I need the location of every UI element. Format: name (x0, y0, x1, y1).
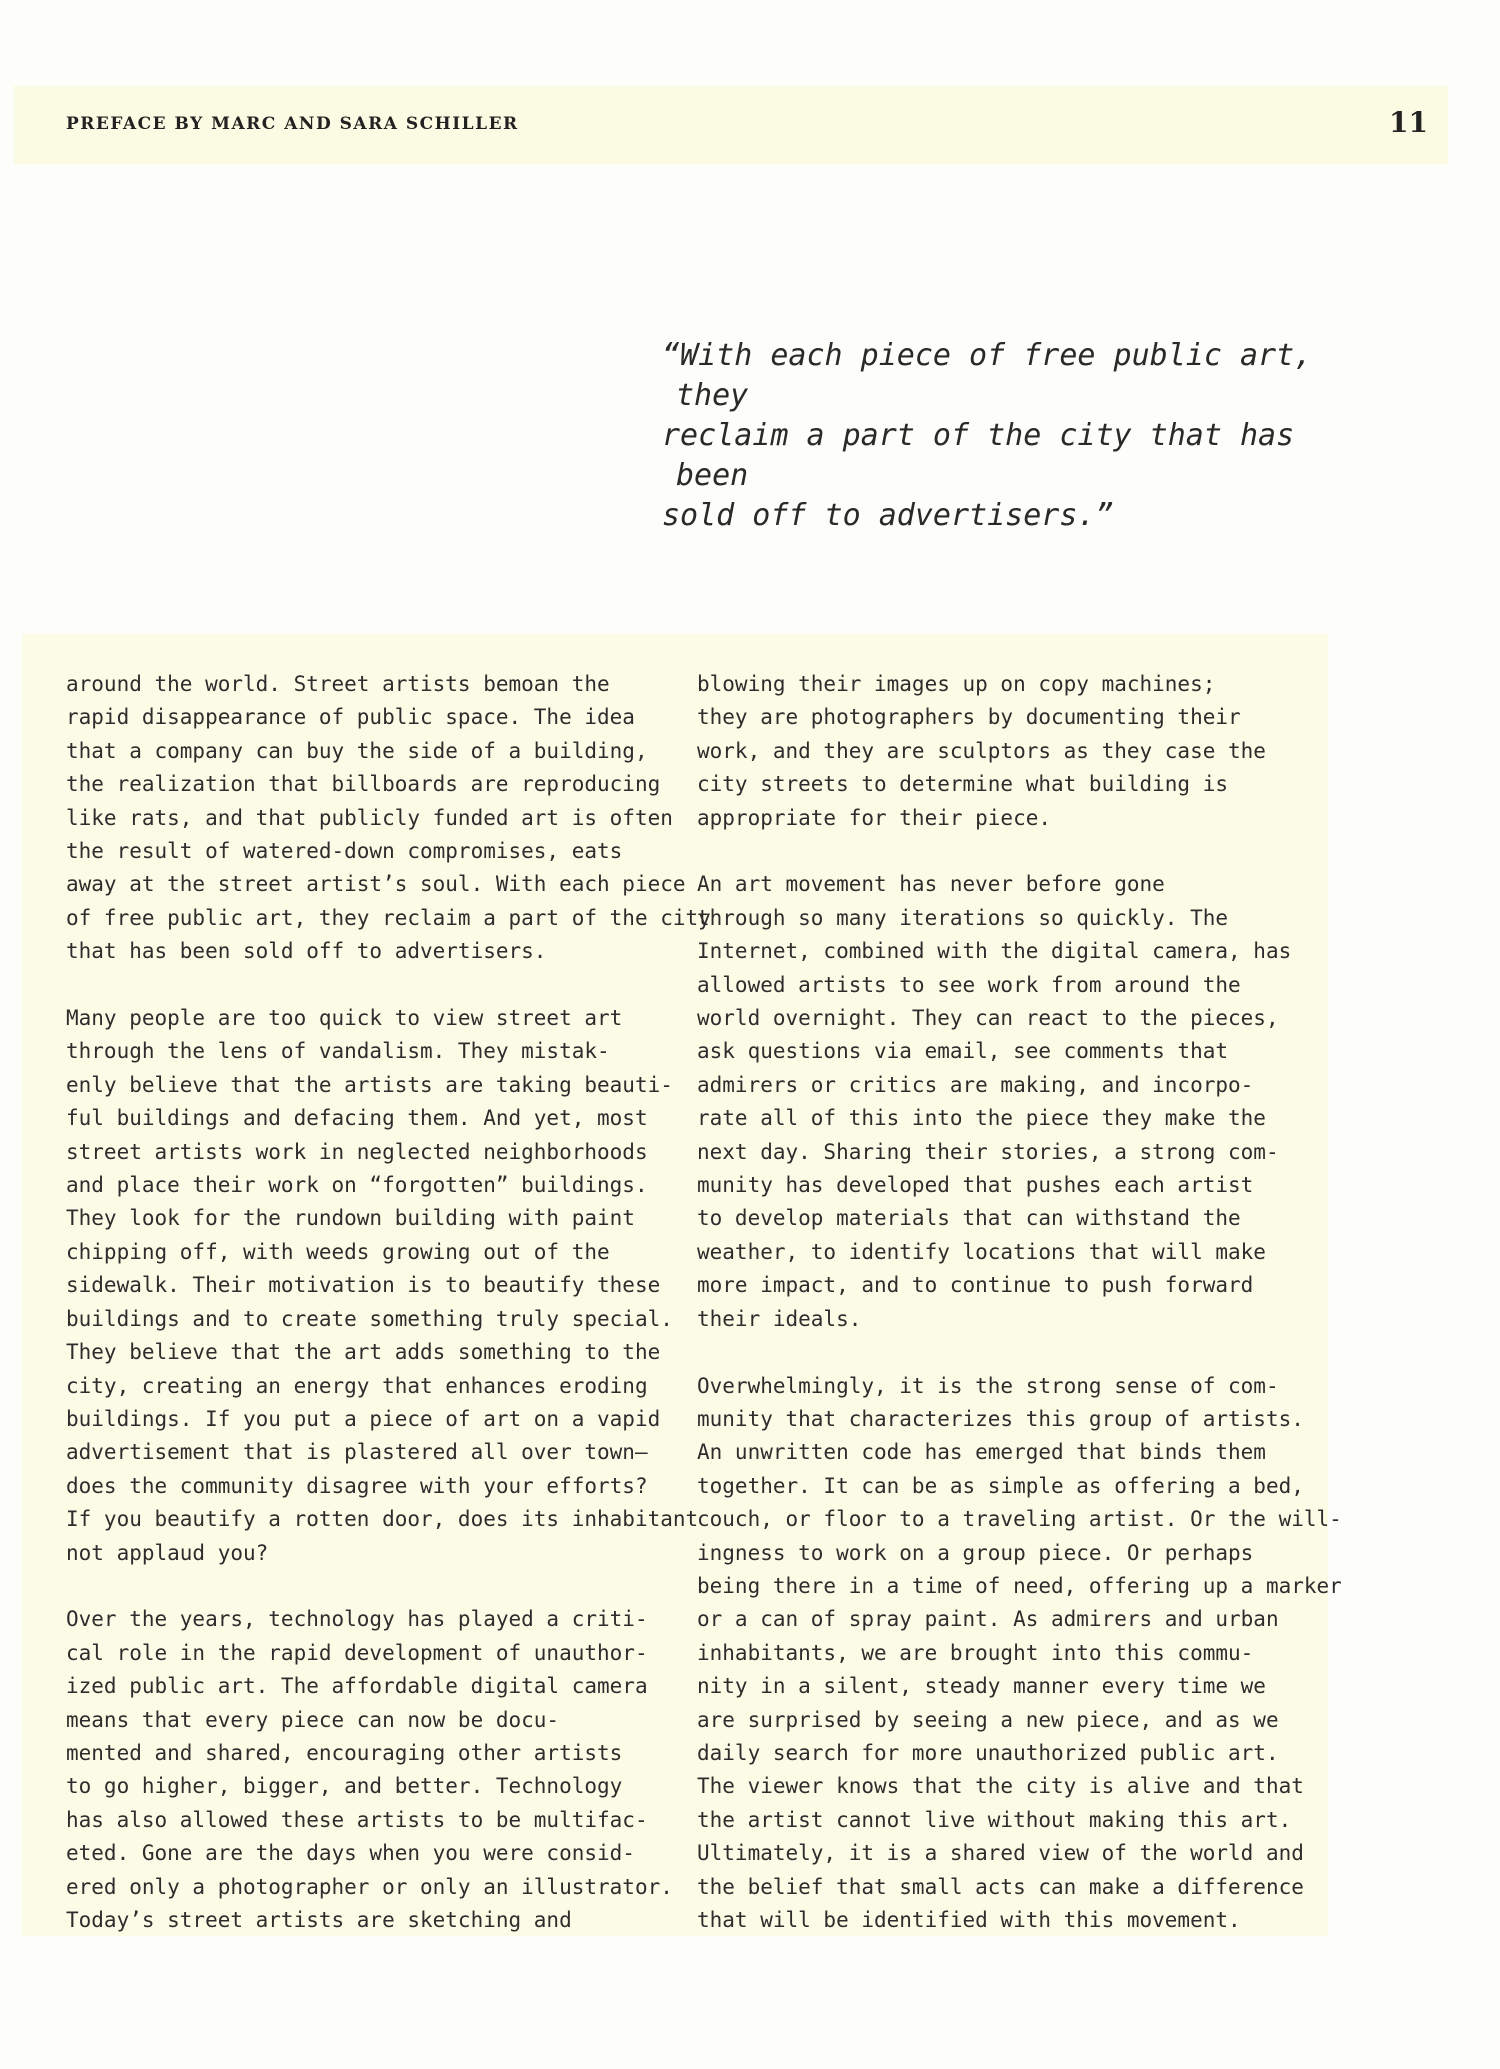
text-line: are surprised by seeing a new piece, and as we (697, 1707, 1279, 1732)
text-line: has also allowed these artists to be multifac- (66, 1807, 648, 1832)
text-line: An art movement has never before gone (697, 872, 1165, 897)
text-line: blowing their images up on copy machines; (697, 672, 1216, 696)
text-line: nity in a silent, steady manner every time we (697, 1674, 1266, 1699)
text-line: through the lens of vandalism. They mistak- (66, 1039, 610, 1064)
pull-quote-line: sold off to advertisers.” (662, 498, 1114, 533)
text-line: advertisement that is plastered all over town— (66, 1440, 648, 1465)
text-line: Ultimately, it is a shared view of the world and (697, 1841, 1304, 1866)
text-line: If you beautify a rotten door, does its inhabitant (66, 1507, 699, 1532)
text-line: sidewalk. Their motivation is to beautify these (66, 1273, 661, 1298)
text-line: eted. Gone are the days when you were consid- (66, 1841, 635, 1866)
text-line: appropriate for their piece. (697, 805, 1052, 830)
body-paragraph (697, 868, 1292, 1336)
text-line: An unwritten code has emerged that binds them (697, 1440, 1266, 1465)
text-line: away at the street artist’s soul. With each piece (66, 872, 686, 897)
right-column (697, 668, 1342, 1971)
text-line: being there in a time of need, offering up a marker (697, 1573, 1342, 1598)
text-line: city, creating an energy that enhances eroding (66, 1373, 648, 1398)
text-line: of free public art, they reclaim a part of the city (66, 905, 711, 930)
text-line: couch, or floor to a traveling artist. Or the will- (697, 1507, 1342, 1532)
text-line: buildings and to create something truly special. (66, 1306, 673, 1331)
text-line: Overwhelmingly, it is the strong sense of com- (697, 1373, 1279, 1398)
text-line: not applaud you? (66, 1540, 269, 1565)
text-line: that will be identified with this movement. (697, 1908, 1241, 1932)
text-line: next day. Sharing their stories, a strong com- (697, 1139, 1279, 1164)
text-line: like rats, and that publicly funded art is often (66, 805, 673, 830)
text-line: munity that characterizes this group of artists. (697, 1406, 1304, 1431)
text-line: weather, to identify locations that will make (697, 1239, 1266, 1264)
text-line: world overnight. They can react to the pieces, (697, 1006, 1279, 1031)
text-line: cal role in the rapid development of unauthor- (66, 1640, 648, 1665)
text-line: the result of watered-down compromises, eats (66, 839, 623, 864)
text-line: ered only a photographer or only an illustrator. (66, 1874, 673, 1899)
text-line: Over the years, technology has played a criti- (66, 1607, 648, 1632)
body-paragraph (697, 1370, 1342, 1938)
text-line: ful buildings and defacing them. And yet, most (66, 1106, 648, 1131)
left-column (66, 668, 711, 1971)
text-line: they are photographers by documenting their (697, 705, 1241, 730)
text-line: inhabitants, we are brought into this commu- (697, 1640, 1254, 1665)
text-line: does the community disagree with your efforts? (66, 1473, 648, 1498)
text-line: to develop materials that can withstand the (697, 1206, 1241, 1231)
text-line: admirers or critics are making, and incorpo- (697, 1072, 1254, 1097)
text-line: buildings. If you put a piece of art on a vapid (66, 1406, 661, 1431)
body-paragraph (697, 668, 1287, 835)
text-line: They believe that the art adds something to the (66, 1340, 661, 1365)
text-line: together. It can be as simple as offering a bed, (697, 1473, 1304, 1498)
text-line: the belief that small acts can make a difference (697, 1874, 1304, 1899)
body-paragraph (66, 1002, 699, 1570)
running-head: PREFACE BY MARC AND SARA SCHILLER (66, 114, 519, 134)
text-line: the artist cannot live without making this art. (697, 1807, 1292, 1832)
page-number: 11 (1389, 106, 1428, 139)
text-line: through so many iterations so quickly. The (697, 905, 1229, 930)
text-line: munity has developed that pushes each artist (697, 1173, 1254, 1198)
text-line: means that every piece can now be docu- (66, 1707, 560, 1732)
text-line: They look for the rundown building with paint (66, 1206, 635, 1231)
body-paragraph (66, 668, 711, 969)
body-paragraph (66, 1603, 673, 1937)
text-line: daily search for more unauthorized public art. (697, 1740, 1279, 1765)
text-line: work, and they are sculptors as they case the (697, 738, 1266, 763)
text-line: chipping off, with weeds growing out of the (66, 1239, 610, 1264)
text-line: The viewer knows that the city is alive and that (697, 1774, 1304, 1799)
pull-quote-line: “With each piece of free public art, they (662, 338, 1313, 413)
pull-quote (662, 336, 1356, 536)
text-line: and place their work on “forgotten” buildings. (66, 1173, 648, 1198)
text-line: enly believe that the artists are taking beauti- (66, 1072, 673, 1097)
text-line: ingness to work on a group piece. Or perhaps (697, 1540, 1254, 1565)
text-line: rapid disappearance of public space. The idea (66, 705, 635, 730)
text-line: ask questions via email, see comments that (697, 1039, 1229, 1064)
text-line: to go higher, bigger, and better. Technology (66, 1774, 623, 1799)
text-line: street artists work in neglected neighborhoods (66, 1139, 648, 1164)
text-line: their ideals. (697, 1306, 862, 1331)
text-line: more impact, and to continue to push forward (697, 1273, 1254, 1298)
text-line: that a company can buy the side of a building, (66, 738, 648, 763)
text-line: around the world. Street artists bemoan the (66, 672, 610, 696)
text-line: rate all of this into the piece they make the (697, 1106, 1266, 1131)
text-line: Many people are too quick to view street art (66, 1006, 623, 1031)
text-line: the realization that billboards are reproducing (66, 772, 661, 797)
text-line: or a can of spray paint. As admirers and urban (697, 1607, 1279, 1632)
text-line: Internet, combined with the digital camera, has (697, 939, 1292, 964)
text-line: ized public art. The affordable digital camera (66, 1674, 648, 1699)
text-line: allowed artists to see work from around the (697, 972, 1241, 997)
text-line: mented and shared, encouraging other artists (66, 1740, 623, 1765)
text-line: Today’s street artists are sketching and (66, 1908, 572, 1932)
text-line: that has been sold off to advertisers. (66, 939, 547, 964)
pull-quote-line: reclaim a part of the city that has been (662, 418, 1295, 493)
text-line: city streets to determine what building is (697, 772, 1229, 797)
